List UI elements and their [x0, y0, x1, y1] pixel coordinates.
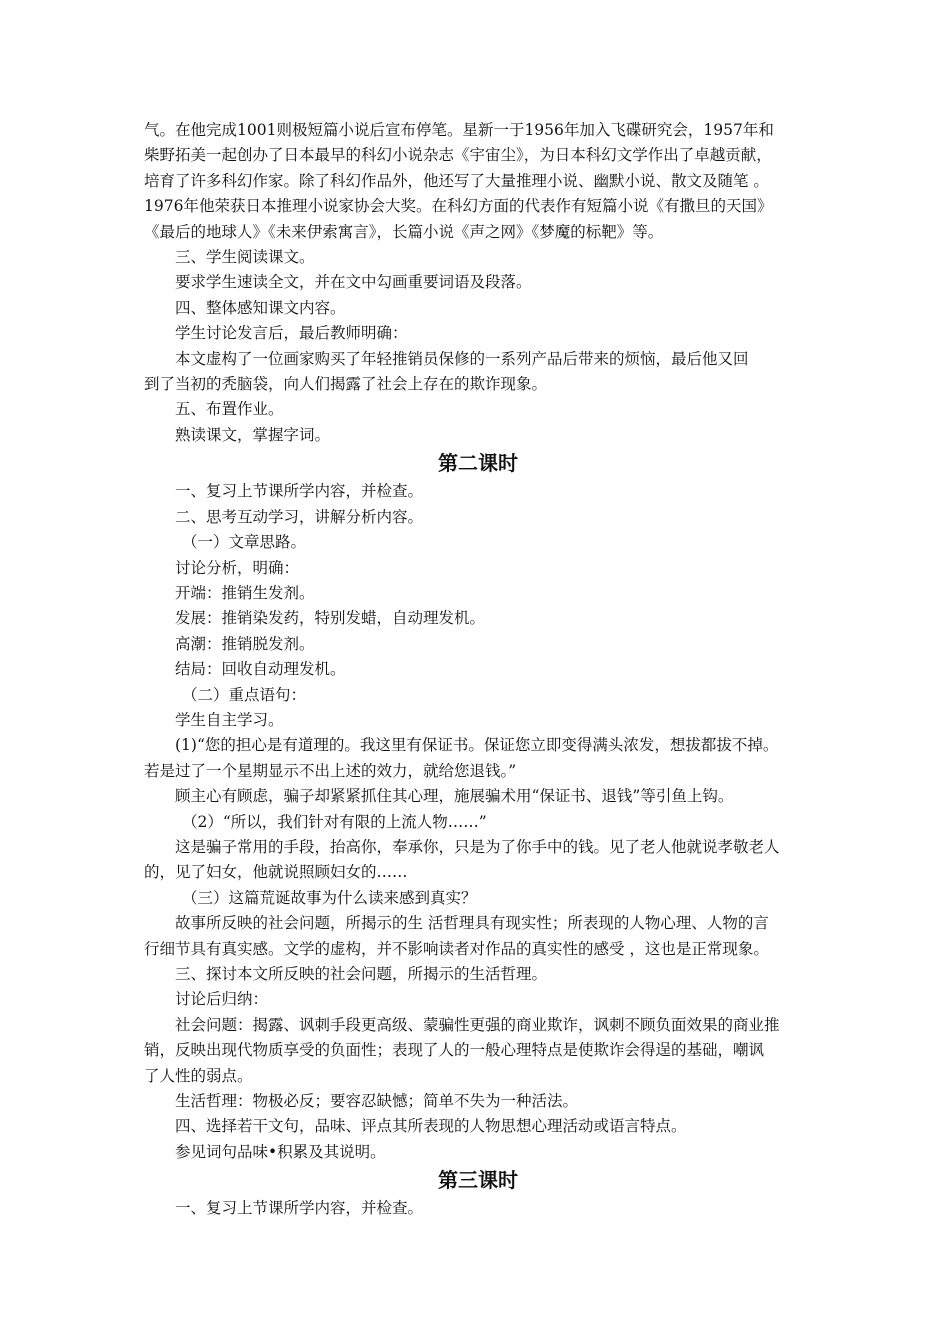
paragraph: 本文虚构了一位画家购买了年轻推销员保修的一系列产品后带来的烦恼，最后他又回: [175, 349, 749, 368]
paragraph: 的，见了妇女，他就说照顾妇女的……: [144, 863, 408, 882]
paragraph: 若是过了一个星期显示不出上述的效力，就给您退钱。”: [144, 761, 517, 780]
subsection-title: （二）重点语句：: [182, 685, 307, 704]
paragraph: 销，反映出现代物质享受的负面性；表现了人的一般心理特点是使欺诈会得逞的基础，嘲讽: [144, 1041, 765, 1060]
section-title: 二、思考互动学习，讲解分析内容。: [175, 507, 424, 526]
paragraph: 参见词句品味•积累及其说明。: [175, 1142, 386, 1161]
paragraph: 故事所反映的社会问题，所揭示的生 活哲理具有现实性；所表现的人物心理、人物的言: [175, 914, 769, 933]
paragraph: 顾主心有顾虑，骗子却紧紧抓住其心理，施展骗术用“保证书、退钱”等引鱼上钩。: [175, 787, 734, 806]
section-title: 四、选择若干文句，品味、评点其所表现的人物思想心理活动或语言特点。: [175, 1117, 687, 1136]
document-page: [144, 118, 812, 1222]
paragraph: 高潮：推销脱发剂。: [175, 634, 315, 653]
subsection-title: （三）这篇荒诞故事为什么读来感到真实？: [182, 888, 477, 907]
section-title: 一、复习上节课所学内容，并检查。: [175, 1199, 424, 1218]
paragraph: 要求学生速读全文，并在文中勾画重要词语及段落。: [175, 273, 532, 292]
paragraph: 学生讨论发言后，最后教师明确：: [175, 324, 408, 343]
subsection-title: （一）文章思路。: [182, 533, 307, 552]
paragraph: 社会问题：揭露、讽刺手段更高级、蒙骗性更强的商业欺诈，讽刺不顾负面效果的商业推: [175, 1015, 780, 1034]
intro-line: 培育了许多科幻作家。除了科幻作品外，他还写了大量推理小说、幽默小说、散文及随笔 。: [144, 171, 769, 190]
paragraph: 了人性的弱点。: [144, 1066, 253, 1085]
paragraph: 开端：推销生发剂。: [175, 583, 315, 602]
section-title: 三、学生阅读课文。: [175, 248, 315, 267]
intro-line: 《最后的地球人》《未来伊索寓言》，长篇小说《声之网》《梦魔的标靶》等。: [144, 222, 664, 241]
section-title: 三、探讨本文所反映的社会问题，所揭示的生活哲理。: [175, 965, 548, 983]
intro-line: 柴野拓美一起创办了日本最早的科幻小说杂志《宇宙尘》，为日本科幻文学作出了卓越贡献，: [144, 146, 772, 165]
paragraph: 学生自主学习。: [175, 710, 284, 729]
paragraph: 生活哲理：物极必反；要容忍缺憾；简单不失为一种活法。: [175, 1092, 579, 1111]
intro-line: 气。在他完成1001则极短篇小说后宣布停笔。星新一于1956年加入飞碟研究会，1957年和: [144, 121, 774, 139]
paragraph: （2）“所以，我们针对有限的上流人物……”: [182, 812, 487, 831]
paragraph: 熟读课文，掌握字词。: [175, 425, 331, 444]
lesson-heading: 第三课时: [438, 1168, 518, 1193]
section-title: 五、布置作业。: [175, 400, 284, 419]
section-title: 一、复习上节课所学内容，并检查。: [175, 482, 424, 501]
paragraph: 讨论分析，明确：: [175, 558, 300, 577]
lesson-heading: 第二课时: [438, 451, 518, 476]
paragraph: 这是骗子常用的手段，抬高你，奉承你，只是为了你手中的钱。见了老人他就说孝敬老人: [175, 837, 780, 856]
paragraph: 行细节具有真实感。文学的虚构，并不影响读者对作品的真实性的感受 ，这也是正常现象。: [144, 939, 769, 958]
paragraph: 结局：回收自动理发机。: [175, 660, 346, 679]
section-title: 四、整体感知课文内容。: [175, 298, 346, 317]
paragraph: (1)“您的担心是有道理的。我这里有保证书。保证您立即变得满头浓发，想拔都拔不掉。: [175, 736, 779, 755]
paragraph: 讨论后归纳：: [175, 990, 269, 1009]
paragraph: 发展：推销染发药，特别发蜡，自动理发机。: [175, 609, 486, 628]
intro-line: 1976年他荣获日本推理小说家协会大奖。在科幻方面的代表作有短篇小说《有撒旦的天国》: [144, 197, 773, 216]
paragraph: 到了当初的秃脑袋，向人们揭露了社会上存在的欺诈现象。: [144, 375, 548, 394]
